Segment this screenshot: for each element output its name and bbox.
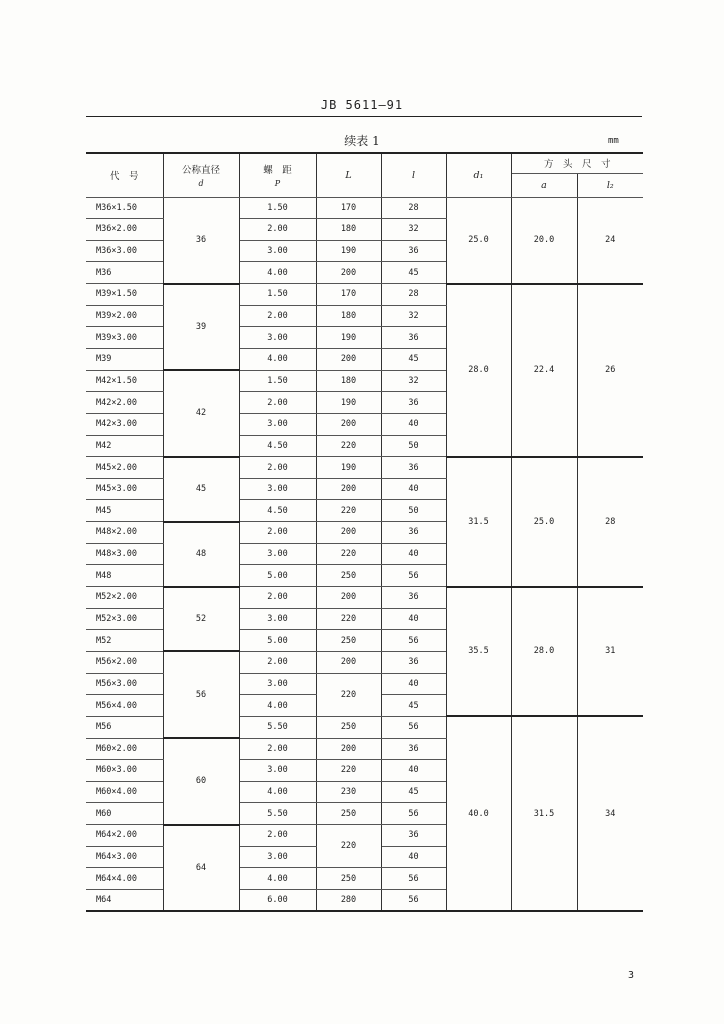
cell-code: M56×2.00 [86, 651, 163, 673]
cell-pitch: 3.00 [239, 478, 316, 500]
cell-l2: 34 [577, 716, 643, 911]
cell-l: 28 [381, 197, 446, 219]
cell-code: M39×3.00 [86, 327, 163, 349]
cell-nominal-diameter: 48 [163, 522, 239, 587]
cell-l: 32 [381, 370, 446, 392]
cell-pitch: 5.00 [239, 565, 316, 587]
cell-pitch: 2.00 [239, 738, 316, 760]
cell-L: 190 [316, 457, 381, 479]
cell-l: 36 [381, 738, 446, 760]
cell-nominal-diameter: 52 [163, 587, 239, 652]
cell-l2: 24 [577, 197, 643, 284]
cell-L: 250 [316, 716, 381, 738]
cell-L: 250 [316, 803, 381, 825]
cell-l: 36 [381, 587, 446, 609]
cell-pitch: 3.00 [239, 543, 316, 565]
cell-nominal-diameter: 60 [163, 738, 239, 825]
cell-d1: 35.5 [446, 587, 511, 717]
cell-code: M60×4.00 [86, 781, 163, 803]
cell-l: 45 [381, 781, 446, 803]
cell-code: M42×1.50 [86, 370, 163, 392]
cell-d1: 31.5 [446, 457, 511, 587]
cell-l: 40 [381, 673, 446, 695]
cell-pitch: 3.00 [239, 673, 316, 695]
cell-code: M52 [86, 630, 163, 652]
cell-d1: 40.0 [446, 716, 511, 911]
cell-l: 50 [381, 500, 446, 522]
cell-L: 250 [316, 868, 381, 890]
document-header: JB 5611—91 [320, 98, 404, 112]
cell-code: M36×3.00 [86, 240, 163, 262]
cell-pitch: 4.00 [239, 781, 316, 803]
cell-L: 200 [316, 262, 381, 284]
cell-code: M42 [86, 435, 163, 457]
header-square-head: 方 头 尺 寸 [511, 153, 643, 173]
cell-pitch: 4.00 [239, 262, 316, 284]
cell-l: 56 [381, 803, 446, 825]
cell-nominal-diameter: 42 [163, 370, 239, 457]
cell-pitch: 2.00 [239, 587, 316, 609]
cell-l: 56 [381, 716, 446, 738]
cell-pitch: 6.00 [239, 890, 316, 912]
cell-L: 220 [316, 608, 381, 630]
header-l2-symbol: l₂ [606, 179, 614, 191]
cell-l: 40 [381, 760, 446, 782]
cell-code: M36 [86, 262, 163, 284]
cell-l2: 31 [577, 587, 643, 717]
cell-L: 200 [316, 651, 381, 673]
cell-L: 220 [316, 760, 381, 782]
cell-pitch: 3.00 [239, 413, 316, 435]
cell-code: M56×4.00 [86, 695, 163, 717]
table-row [86, 457, 643, 479]
cell-pitch: 2.00 [239, 305, 316, 327]
cell-code: M48×2.00 [86, 522, 163, 544]
cell-d1: 25.0 [446, 197, 511, 284]
cell-L: 180 [316, 219, 381, 241]
cell-code: M52×2.00 [86, 587, 163, 609]
table-caption: 续表 1 [344, 134, 380, 148]
cell-pitch: 3.00 [239, 760, 316, 782]
cell-L: 250 [316, 630, 381, 652]
cell-L: 170 [316, 284, 381, 306]
cell-L: 230 [316, 781, 381, 803]
cell-nominal-diameter: 64 [163, 825, 239, 912]
cell-pitch: 3.00 [239, 846, 316, 868]
header-pitch-symbol: P [274, 179, 281, 189]
header-l [381, 153, 446, 197]
cell-L: 220 [316, 825, 381, 868]
cell-l: 45 [381, 695, 446, 717]
cell-l: 36 [381, 327, 446, 349]
header-L [316, 153, 381, 197]
cell-l: 28 [381, 284, 446, 306]
cell-pitch: 5.50 [239, 803, 316, 825]
cell-l2: 28 [577, 457, 643, 587]
cell-code: M56 [86, 716, 163, 738]
cell-l: 40 [381, 478, 446, 500]
cell-pitch: 4.00 [239, 868, 316, 890]
cell-code: M42×3.00 [86, 413, 163, 435]
cell-nominal-diameter: 36 [163, 197, 239, 284]
cell-l: 40 [381, 846, 446, 868]
cell-a: 25.0 [511, 457, 577, 587]
cell-code: M42×2.00 [86, 392, 163, 414]
header-nominal-diameter [163, 153, 239, 197]
cell-code: M45×2.00 [86, 457, 163, 479]
cell-L: 220 [316, 435, 381, 457]
page-number: 3 [628, 970, 635, 981]
header-pitch [239, 153, 316, 197]
cell-L: 220 [316, 543, 381, 565]
cell-code: M36×2.00 [86, 219, 163, 241]
cell-pitch: 1.50 [239, 370, 316, 392]
cell-pitch: 3.00 [239, 240, 316, 262]
cell-l: 56 [381, 868, 446, 890]
cell-code: M60×2.00 [86, 738, 163, 760]
cell-l: 56 [381, 630, 446, 652]
cell-code: M64 [86, 890, 163, 912]
cell-d1: 28.0 [446, 284, 511, 457]
cell-l: 45 [381, 348, 446, 370]
cell-l: 40 [381, 543, 446, 565]
cell-L: 200 [316, 478, 381, 500]
cell-code: M39×1.50 [86, 284, 163, 306]
cell-L: 170 [316, 197, 381, 219]
cell-pitch: 2.00 [239, 651, 316, 673]
cell-L: 190 [316, 392, 381, 414]
cell-code: M36×1.50 [86, 197, 163, 219]
table-row [86, 197, 643, 219]
cell-pitch: 3.00 [239, 608, 316, 630]
cell-l: 36 [381, 651, 446, 673]
cell-L: 190 [316, 327, 381, 349]
cell-l: 56 [381, 565, 446, 587]
cell-pitch: 2.00 [239, 825, 316, 847]
cell-code: M60 [86, 803, 163, 825]
cell-pitch: 4.00 [239, 695, 316, 717]
cell-l2: 26 [577, 284, 643, 457]
header-a-symbol: a [541, 179, 547, 191]
cell-nominal-diameter: 56 [163, 651, 239, 738]
header-d1 [446, 153, 511, 197]
cell-l: 40 [381, 608, 446, 630]
header-L-symbol: L [345, 169, 352, 181]
cell-code: M64×2.00 [86, 825, 163, 847]
header-nominal-diameter-label: 公称直径 [181, 165, 220, 177]
cell-l: 32 [381, 219, 446, 241]
cell-l: 36 [381, 457, 446, 479]
cell-pitch: 3.00 [239, 327, 316, 349]
cell-pitch: 5.50 [239, 716, 316, 738]
cell-pitch: 5.00 [239, 630, 316, 652]
cell-L: 200 [316, 522, 381, 544]
cell-L: 190 [316, 240, 381, 262]
cell-L: 250 [316, 565, 381, 587]
cell-L: 200 [316, 587, 381, 609]
cell-l: 45 [381, 262, 446, 284]
cell-pitch: 2.00 [239, 219, 316, 241]
cell-a: 31.5 [511, 716, 577, 911]
cell-L: 220 [316, 673, 381, 716]
header-nominal-diameter-symbol: d [198, 179, 204, 189]
cell-code: M48 [86, 565, 163, 587]
unit-label: mm [608, 136, 619, 146]
cell-l: 50 [381, 435, 446, 457]
cell-code: M45 [86, 500, 163, 522]
header-l2 [577, 173, 643, 197]
cell-l: 36 [381, 240, 446, 262]
cell-code: M45×3.00 [86, 478, 163, 500]
header-a [511, 173, 577, 197]
cell-code: M64×4.00 [86, 868, 163, 890]
header-pitch-label: 螺 距 [263, 165, 292, 177]
cell-L: 180 [316, 370, 381, 392]
cell-code: M39 [86, 348, 163, 370]
cell-pitch: 2.00 [239, 457, 316, 479]
cell-L: 180 [316, 305, 381, 327]
header-code: 代 号 [86, 153, 163, 197]
cell-L: 200 [316, 738, 381, 760]
cell-L: 200 [316, 413, 381, 435]
header-l-symbol: l [411, 169, 416, 181]
cell-code: M56×3.00 [86, 673, 163, 695]
cell-L: 220 [316, 500, 381, 522]
cell-a: 22.4 [511, 284, 577, 457]
header-rule [86, 116, 642, 117]
table-row [86, 587, 643, 609]
cell-pitch: 4.50 [239, 435, 316, 457]
cell-nominal-diameter: 39 [163, 284, 239, 371]
cell-pitch: 2.00 [239, 392, 316, 414]
cell-a: 20.0 [511, 197, 577, 284]
header-d1-symbol: d₁ [473, 169, 484, 181]
bolt-dimension-table [86, 152, 643, 912]
cell-l: 40 [381, 413, 446, 435]
cell-code: M48×3.00 [86, 543, 163, 565]
cell-code: M39×2.00 [86, 305, 163, 327]
cell-l: 36 [381, 522, 446, 544]
cell-L: 200 [316, 348, 381, 370]
cell-pitch: 1.50 [239, 197, 316, 219]
cell-code: M52×3.00 [86, 608, 163, 630]
table-row [86, 284, 643, 306]
cell-l: 56 [381, 890, 446, 912]
cell-code: M60×3.00 [86, 760, 163, 782]
cell-nominal-diameter: 45 [163, 457, 239, 522]
cell-pitch: 4.00 [239, 348, 316, 370]
cell-pitch: 1.50 [239, 284, 316, 306]
table-body [86, 197, 643, 911]
cell-a: 28.0 [511, 587, 577, 717]
cell-l: 32 [381, 305, 446, 327]
cell-L: 280 [316, 890, 381, 912]
cell-pitch: 4.50 [239, 500, 316, 522]
cell-pitch: 2.00 [239, 522, 316, 544]
cell-l: 36 [381, 825, 446, 847]
cell-l: 36 [381, 392, 446, 414]
cell-code: M64×3.00 [86, 846, 163, 868]
